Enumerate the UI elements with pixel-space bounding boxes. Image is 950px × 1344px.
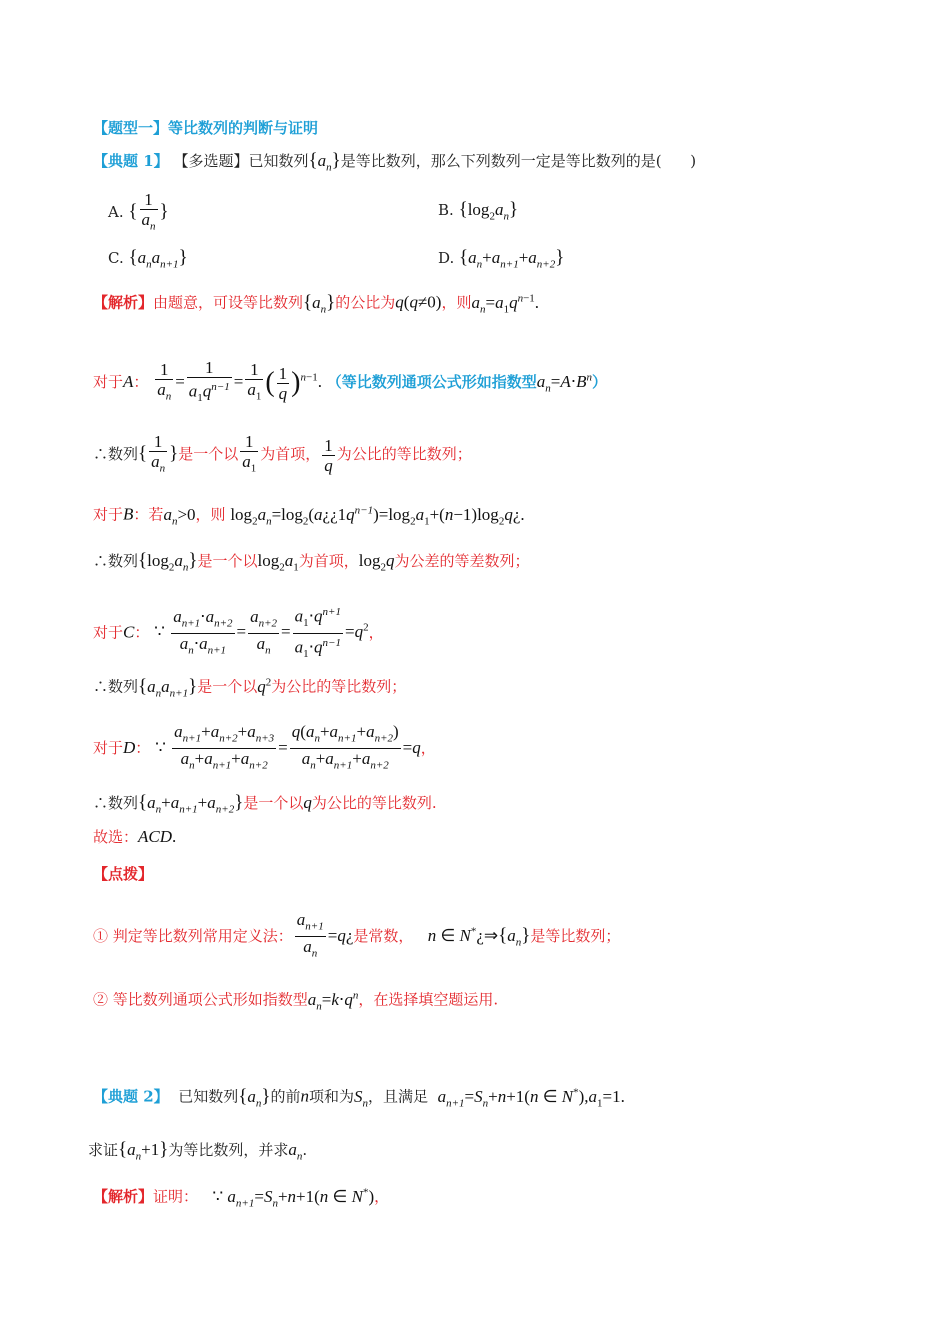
analysis-2-tag: 【解析】 (93, 1187, 154, 1206)
tip-1: ① 判定等比数列常用定义法： $\frac{a_{n+1}}{a_n}$ =q¿是常数， n ∈ $N^*¿\Rightarrow\{a_n\}$是等比数列； (93, 910, 621, 960)
case-c: 对于C： ∵ $\frac{a_{n+1}\cdot a_{n+2}}{a_n\cdot a_{n+1}}$ = $\frac{a_{n+2}}{a_n}$ = $\frac{a_1\cdot q^{n+1}}{a_1\cdot q^{n-1}}$ $=q^2$， (93, 603, 384, 664)
example-2-stem: 【典题 2】 已知数列$\{a_n\}$的前n项和为$S_n$，且满足 $a_{n+1}=S_n+n+1(n$ ∈ $N^*),a_1=1$. (93, 1085, 625, 1110)
case-b: 对于B：若$a_n>0$，则 $\log_2a_n=\log_2(a¿¿1q^{n-1})=\log_2a_1+(n-1)\log_2q¿$. (93, 504, 525, 528)
example-2-task: 求证$\{a_n+1\}$为等比数列，并求$a_n$. (88, 1139, 308, 1163)
option-b: B. $\{\log_2a_n\}$ (438, 199, 519, 223)
option-d: D. $\{a_n+a_{n+1}+a_{n+2}\}$ (438, 247, 565, 271)
analysis-1-intro: 【解析】由题意，可设等比数列$\{a_n\}$的公比为q(q≠0)，则$a_n=a_1q^{n-1}$. (93, 291, 540, 316)
analysis-2: 【解析】证明： ∵ $a_{n+1}=S_n+n+1(n$ ∈ N*)， (93, 1186, 390, 1210)
section-title: 【题型一】等比数列的判断与证明 (93, 119, 319, 137)
example-1-stem: 【典题 1】 【多选题】已知数列$\{a_n\}$是等比数列，那么下列数列一定是等比数列的是( ) (93, 150, 697, 174)
example-2-tag: 【典题 2】 (93, 1087, 169, 1106)
example-1-type: 【多选题】 (173, 152, 249, 170)
example-1-tag: 【典题 1】 (93, 152, 169, 170)
conclusion-c: ∴数列$\{a_na_{n+1}\}$是一个以$q^2$为公比的等比数列； (93, 675, 407, 700)
conclusion-a: ∴数列{ $\frac{1}{a_n}$ }是一个以 $\frac{1}{a_1}$ 为首项， $\frac{1}{q}$ 为公比的等比数列； (93, 432, 472, 475)
tips-tag: 【点拨】 (93, 865, 154, 883)
conclusion-b: ∴数列$\{\log_2a_n\}$是一个以$\log_2a_1$为首项，$\log_2q$为公差的等差数列； (93, 550, 530, 574)
tip-2: ② 等比数列通项公式形如指数型$a_n=k\cdot q^n$，在选择填空题运用. (93, 989, 499, 1013)
answer-line: 故选：ACD. (93, 827, 177, 846)
answer-value: ACD (138, 827, 173, 846)
conclusion-d: ∴数列$\{a_n+a_{n+1}+a_{n+2}\}$是一个以q为公比的等比数列. (93, 792, 437, 816)
case-a: 对于A： $\frac{1}{a_n}$ = $\frac{1}{a_1q^{n-1}}$ = $\frac{1}{a_1}$ ( $\frac{1}{q}$ )$^{n-1}$. （等比数列通项公式形如指数型$a_n=A\cdot B^n$） (93, 358, 608, 405)
option-c: C. $\{a_na_{n+1}\}$ (108, 247, 188, 271)
case-d: 对于D： ∵ $\frac{a_{n+1}+a_{n+2}+a_{n+3}}{a_n+a_{n+1}+a_{n+2}}$ = $\frac{q(a_n+a_{n+1}+a_{n+2})}{a_n+a_{n+1}+a_{n+2}}$ =q， (93, 722, 436, 772)
analysis-1-tag: 【解析】 (93, 293, 154, 312)
seq-an: $\{a_n\}$ (308, 150, 341, 174)
option-a: A. { $\frac{1}{a_n}$ } (108, 190, 169, 233)
